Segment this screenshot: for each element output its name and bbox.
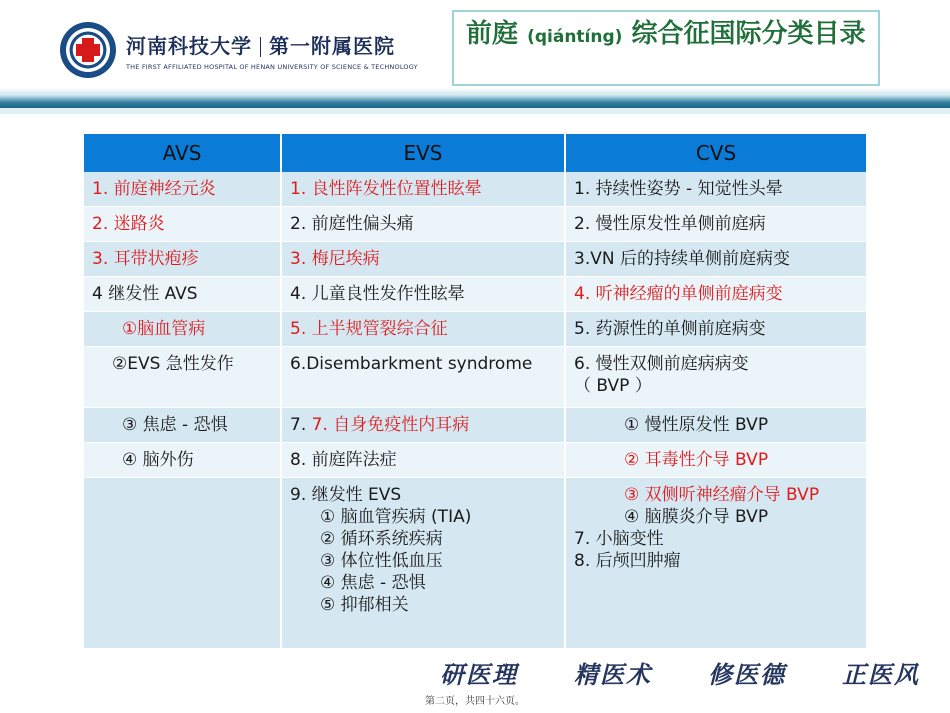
cell-evs: 6.Disembarkment syndrome [281,347,565,408]
cell-avs: 4 继发性 AVS [84,277,281,312]
decorative-band-light [0,108,950,114]
cell-evs: 9. 继发性 EVS ① 脑血管疾病 (TIA) ② 循环系统疾病 ③ 体位性低血压 ④ 焦虑 - 恐惧 ⑤ 抑郁相关 [281,478,565,649]
motto-1: 研医理 [440,660,518,689]
table-row [84,277,866,312]
hospital-name-en: THE FIRST AFFILIATED HOSPITAL OF HENAN UNIVERSITY OF SCIENCE & TECHNOLOGY [126,62,418,71]
cell-avs: ③ 焦虑 - 恐惧 [84,408,281,443]
slide-header [0,0,950,100]
table-row [84,172,866,207]
cell-cvs: 6. 慢性双侧前庭病病变 （ BVP ） [565,347,866,408]
cell-evs: 2. 前庭性偏头痛 [281,207,565,242]
cell-cvs: 5. 药源性的单侧前庭病变 [565,312,866,347]
cell-avs: ①脑血管病 [84,312,281,347]
cell-cvs: 2. 慢性原发性单侧前庭病 [565,207,866,242]
cell-avs: ②EVS 急性发作 [84,347,281,408]
table-row [84,347,866,408]
hospital-seal-icon [60,22,116,78]
cell-cvs: ② 耳毒性介导 BVP [565,443,866,478]
page-footer: 第二页，共四十六页。 [425,696,525,707]
motto-3: 修医德 [708,660,786,689]
cell-cvs: ① 慢性原发性 BVP [565,408,866,443]
cell-cvs: 4. 听神经瘤的单侧前庭病变 [565,277,866,312]
table-row [84,443,866,478]
cell-avs: ④ 脑外伤 [84,443,281,478]
motto-2: 精医术 [574,660,652,689]
table-row [84,478,866,649]
cell-cvs: 1. 持续性姿势 - 知觉性头晕 [565,172,866,207]
cell-evs: 4. 儿童良性发作性眩晕 [281,277,565,312]
cell-evs: 7. 7. 自身免疫性内耳病 [281,408,565,443]
hospital-name-cn: 河南科技大学 第一附属医院 [126,33,395,58]
cell-evs: 5. 上半规管裂综合征 [281,312,565,347]
table-row [84,408,866,443]
header-cvs: CVS [565,134,866,172]
hospital-logo [60,22,418,78]
table-row [84,312,866,347]
motto-4: 正医风 [842,660,920,689]
cell-evs: 1. 良性阵发性位置性眩晕 [281,172,565,207]
classification-table [84,134,866,649]
table-row [84,207,866,242]
header-avs: AVS [84,134,281,172]
slide-title: 前庭 (qiántíng) 综合征国际分类目录 [452,10,880,86]
cell-evs: 8. 前庭阵法症 [281,443,565,478]
cell-cvs: 3.VN 后的持续单侧前庭病变 [565,242,866,277]
motto [440,655,920,689]
cell-avs: 3. 耳带状疱疹 [84,242,281,277]
cell-avs: 1. 前庭神经元炎 [84,172,281,207]
cell-avs: 2. 迷路炎 [84,207,281,242]
table-row [84,242,866,277]
header-evs: EVS [281,134,565,172]
table-header-row [84,134,866,172]
cell-avs [84,478,281,649]
cell-evs: 3. 梅尼埃病 [281,242,565,277]
cell-cvs: ③ 双侧听神经瘤介导 BVP ④ 脑膜炎介导 BVP 7. 小脑变性 8. 后颅凹肿瘤 [565,478,866,649]
